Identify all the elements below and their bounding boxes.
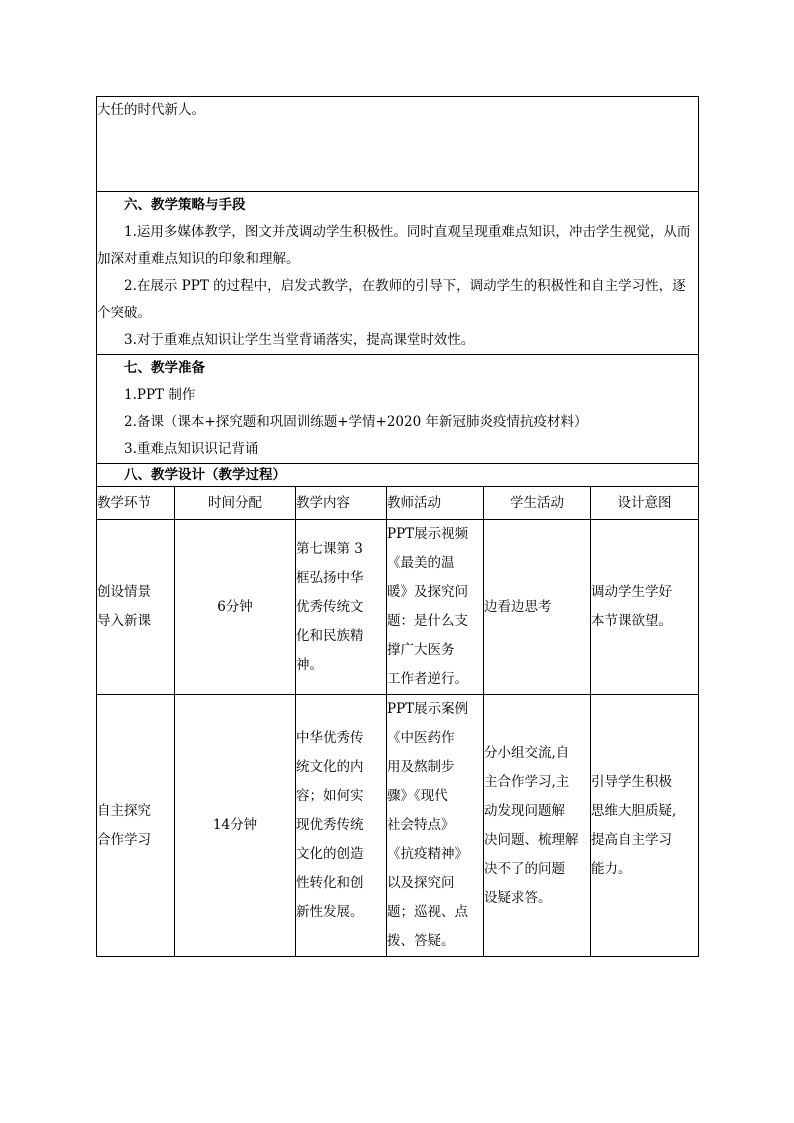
header-student: 学生活动 (510, 494, 564, 511)
intent-line: 思维大胆质疑, (591, 802, 677, 819)
stage-cell (97, 695, 175, 957)
stage-line: 创设情景 (97, 584, 151, 600)
section-seven-item-3: 3.重难点知识识记背诵 (124, 441, 259, 457)
teacher-line: 《抗疫精神》 (387, 846, 468, 862)
student-cell (484, 695, 591, 957)
continuation-row (97, 97, 699, 192)
stage-line: 自主探究 (97, 802, 151, 819)
student-line: 决问题、梳理解 (484, 831, 579, 848)
content-line: 性转化和创 (296, 875, 364, 891)
content-line: 框弘扬中华 (296, 569, 364, 586)
section-eight-title: 八、教学设计（教学过程） (124, 467, 286, 483)
teacher-line: 以及探究问 (387, 875, 455, 891)
section-seven-item-2: 2.备课（课本+探究题和巩固训练题+学情+2020 年新冠肺炎疫情抗疫材料） (124, 414, 588, 430)
student-line: 分小组交流,自 (484, 744, 570, 761)
teacher-line: 工作者逆行。 (387, 671, 468, 687)
content-line: 神。 (296, 656, 323, 673)
intent-cell (591, 520, 699, 695)
teacher-line: 《最美的温 (387, 555, 455, 571)
teacher-line: 骤》《现代 (387, 788, 448, 804)
teacher-cell (387, 695, 484, 957)
teacher-line: 题；巡视、点 (387, 904, 468, 920)
section-seven-title: 七、教学准备 (124, 360, 205, 376)
teacher-line: 题：是什么支 (387, 613, 468, 629)
student-line: 设疑求答。 (484, 889, 552, 906)
lesson-plan-table (96, 96, 699, 957)
content-line: 中华优秀传 (296, 730, 364, 746)
content-line: 第七课第 3 (296, 540, 363, 557)
content-line: 现优秀传统 (296, 817, 364, 833)
section-six-item-1: 1.运用多媒体教学，图文并茂调动学生积极性。同时直观呈现重难点知识，冲击学生视觉，从而加深对重难点知识的印象和理解。 (97, 224, 691, 267)
continuation-text: 大任的时代新人。 (97, 102, 205, 118)
intent-line: 本节课欲望。 (591, 613, 672, 629)
teacher-line: 撑广大医务 (387, 642, 455, 658)
time-cell (175, 695, 296, 957)
intent-line: 引导学生积极 (591, 773, 672, 790)
section-six-item-2: 2.在展示 PPT 的过程中，启发式教学，在教师的引导下，调动学生的积极性和自主学习性，逐个突破。 (97, 278, 686, 321)
intent-line: 提高自主学习 (591, 831, 672, 848)
section-seven-item-1: 1.PPT 制作 (124, 387, 196, 403)
content-line: 优秀传统文 (296, 598, 364, 615)
teacher-line: PPT展示视频 (387, 526, 469, 542)
teacher-line: 《中医药作 (387, 730, 455, 746)
header-intent: 设计意图 (617, 494, 672, 511)
content-cell (296, 695, 387, 957)
header-teacher: 教师活动 (387, 494, 441, 511)
time-value: 6分钟 (217, 598, 253, 615)
student-cell (484, 520, 591, 695)
content-line: 文化的创造 (296, 846, 364, 862)
student-line: 主合作学习,主 (484, 773, 570, 790)
intent-cell (591, 695, 699, 957)
section-six-title: 六、教学策略与手段 (124, 197, 246, 213)
student-line: 决不了的问题 (484, 860, 565, 877)
stage-line: 导入新课 (97, 613, 151, 629)
time-value: 14分钟 (212, 817, 258, 833)
teacher-line: PPT展示案例 (387, 701, 469, 717)
intent-line: 调动学生学好 (591, 584, 672, 600)
section-six-row (97, 192, 699, 355)
content-line: 新性发展。 (296, 904, 364, 920)
table-row (97, 520, 699, 695)
header-time: 时间分配 (208, 494, 262, 511)
teacher-cell (387, 520, 484, 695)
student-line: 边看边思考 (484, 598, 552, 615)
content-line: 化和民族精 (296, 627, 364, 644)
teacher-line: 暖》及探究问 (387, 584, 468, 600)
student-line: 动发现问题解 (484, 802, 565, 819)
content-cell (296, 520, 387, 695)
table-row (97, 695, 699, 957)
stage-line: 合作学习 (97, 831, 151, 848)
header-content: 教学内容 (296, 494, 350, 511)
header-stage: 教学环节 (97, 494, 151, 511)
teacher-line: 用及熬制步 (387, 759, 455, 775)
intent-line: 能力。 (591, 860, 632, 877)
content-line: 统文化的内 (296, 759, 364, 775)
teacher-line: 拨、答疑。 (387, 933, 455, 949)
time-cell (175, 520, 296, 695)
teacher-line: 社会特点》 (387, 817, 455, 833)
stage-cell (97, 520, 175, 695)
section-seven-row (97, 355, 699, 464)
content-line: 容；如何实 (296, 788, 364, 804)
design-table-header (97, 487, 699, 520)
section-six-item-3: 3.对于重难点知识让学生当堂背诵落实，提高课堂时效性。 (124, 332, 475, 348)
section-eight-row (97, 464, 699, 487)
